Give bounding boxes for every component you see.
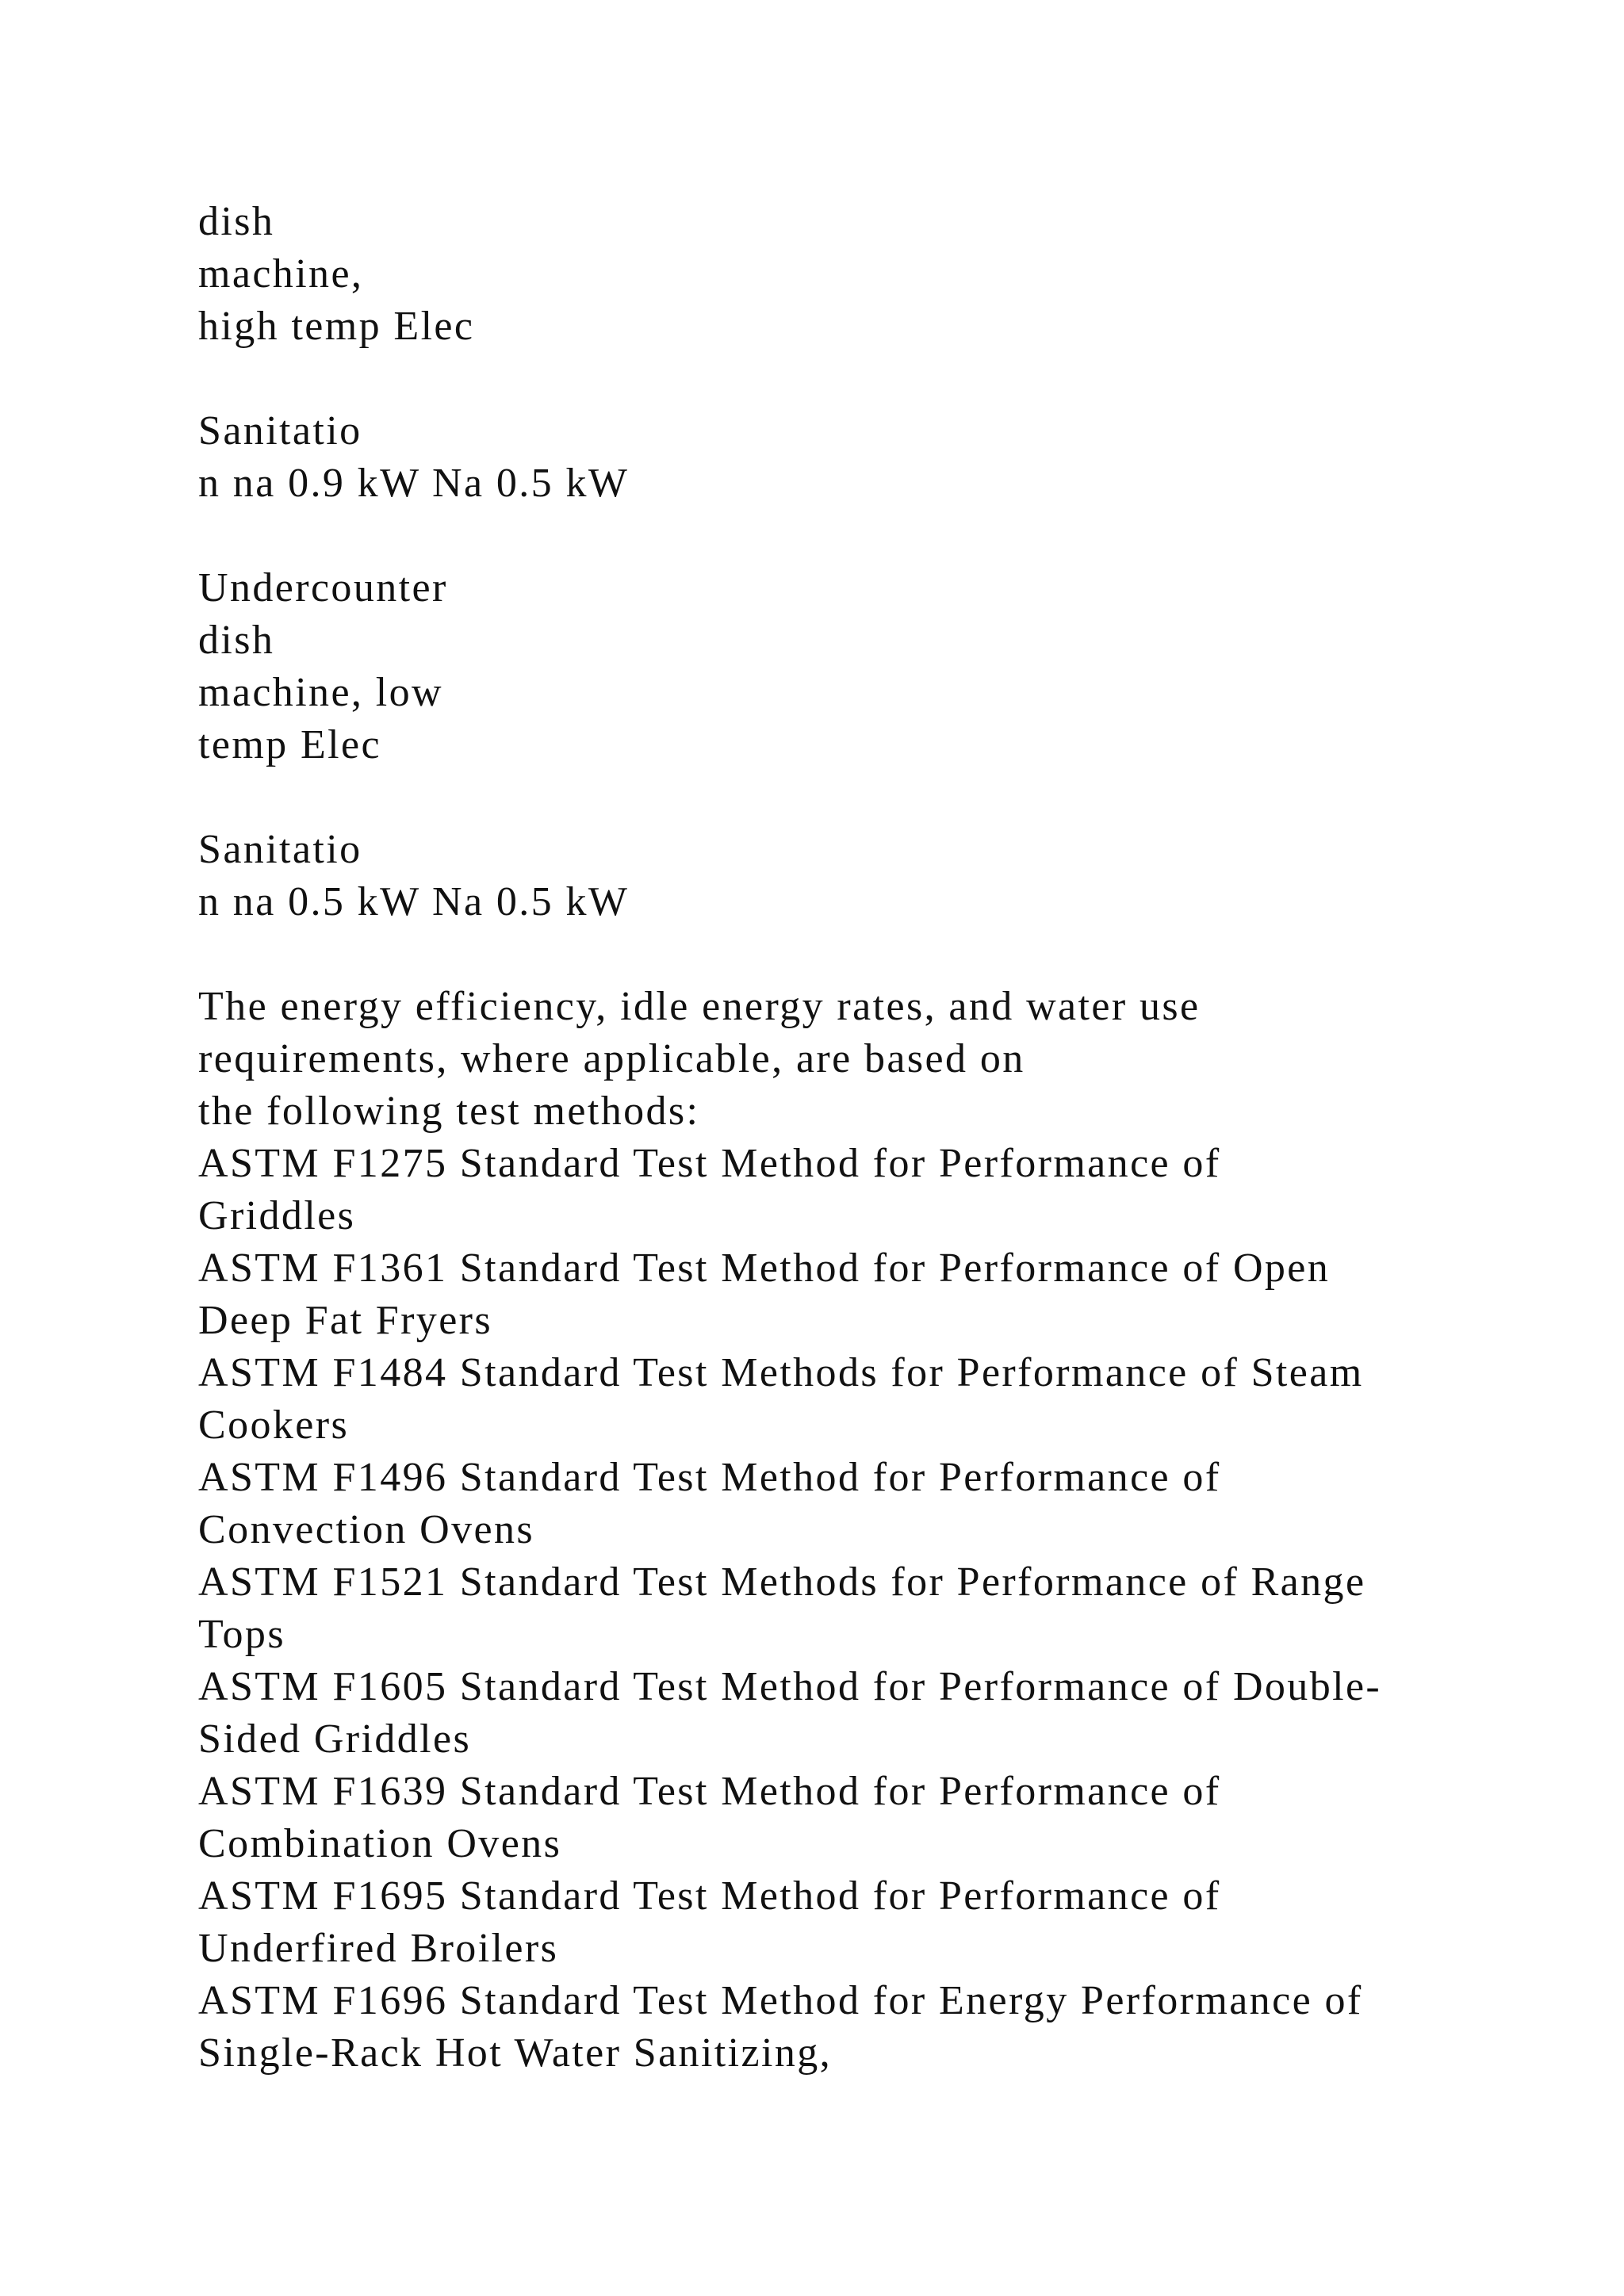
text-line: Sanitatio <box>198 827 362 872</box>
text-line: n na 0.5 kW Na 0.5 kW <box>198 879 630 924</box>
text-line: machine, low <box>198 670 443 715</box>
text-line: ASTM F1521 Standard Test Methods for Performance of Range <box>198 1559 1366 1605</box>
text-line: ASTM F1484 Standard Test Methods for Performance of Steam <box>198 1350 1364 1395</box>
text-line: Sanitatio <box>198 408 362 453</box>
text-line: requirements, where applicable, are based on <box>198 1036 1025 1081</box>
text-line: Single-Rack Hot Water Sanitizing, <box>198 2030 833 2076</box>
text-line: Tops <box>198 1612 285 1657</box>
text-line: dish <box>198 199 275 244</box>
text-line: the following test methods: <box>198 1089 700 1134</box>
text-line: temp Elec <box>198 722 381 767</box>
text-line: Convection Ovens <box>198 1507 535 1552</box>
text-line: machine, <box>198 251 364 297</box>
text-line: Undercounter <box>198 565 448 610</box>
text-line: ASTM F1275 Standard Test Method for Performance of <box>198 1141 1221 1186</box>
text-line: Sided Griddles <box>198 1716 472 1762</box>
text-line: ASTM F1361 Standard Test Method for Performance of Open <box>198 1246 1331 1291</box>
text-line: n na 0.9 kW Na 0.5 kW <box>198 461 630 506</box>
text-line: The energy efficiency, idle energy rates, and water use <box>198 984 1201 1029</box>
text-line: Underfired Broilers <box>198 1926 559 1971</box>
text-line: ASTM F1605 Standard Test Method for Performance of Double- <box>198 1664 1382 1709</box>
text-line: ASTM F1496 Standard Test Method for Performance of <box>198 1455 1221 1500</box>
text-line: Griddles <box>198 1193 356 1238</box>
text-line: ASTM F1695 Standard Test Method for Performance of <box>198 1873 1221 1919</box>
text-line: ASTM F1696 Standard Test Method for Energy Performance of <box>198 1978 1363 2023</box>
text-line: Deep Fat Fryers <box>198 1298 493 1343</box>
text-line: high temp Elec <box>198 304 475 349</box>
text-line: Combination Ovens <box>198 1821 562 1866</box>
text-line: ASTM F1639 Standard Test Method for Performance of <box>198 1769 1221 1814</box>
text-line: dish <box>198 618 275 663</box>
text-line: Cookers <box>198 1402 350 1448</box>
